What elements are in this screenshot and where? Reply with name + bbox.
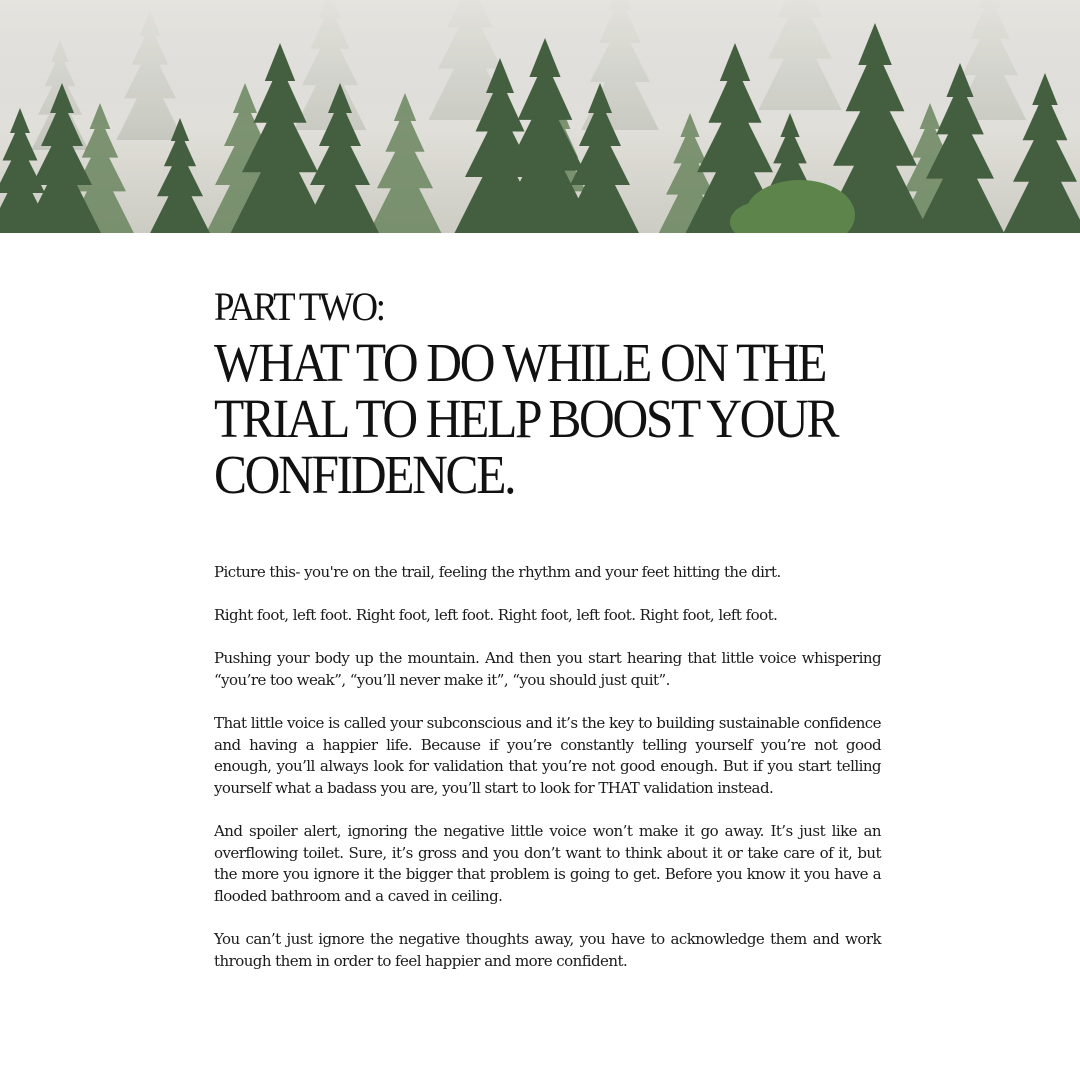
section-title: WHAT TO DO WHILE ON THE TRIAL TO HELP BOOST YOUR CONFIDENCE. — [214, 332, 838, 505]
body-text — [214, 562, 881, 994]
paragraph: Right foot, left foot. Right foot, left foot. Right foot, left foot. Right foot, left foot. — [214, 606, 778, 625]
paragraph: You can’t just ignore the negative thoughts away, you have to acknowledge them and work through them in order to feel happier and more confident. — [214, 930, 881, 970]
part-label: PART TWO: — [214, 284, 384, 329]
paragraph: Picture this- you're on the trail, feeling the rhythm and your feet hitting the dirt. — [214, 563, 781, 581]
paragraph: And spoiler alert, ignoring the negative little voice won’t make it go away. It’s just like an overflowing toilet. Sure, it’s gross and you don’t want to think about it or take care of it, but the more you ignore it the bigger that problem is going to get. Before you know it you have a flooded bathroom and a caved in ceiling. — [214, 822, 881, 905]
misty-forest-illustration — [0, 0, 1080, 233]
forest-banner-image — [0, 0, 1080, 233]
section-heading — [214, 283, 894, 503]
paragraph: That little voice is called your subconscious and it’s the key to building sustainable confidence and having a happier life. Because if you’re constantly telling yourself you’re not good enough, you’ll always look for validation that you’re not good enough. But if you start telling yourself what a badass you are, you’ll start to look for THAT validation instead. — [214, 714, 881, 797]
paragraph: Pushing your body up the mountain. And then you start hearing that little voice whispering “you’re too weak”, “you’ll never make it”, “you should just quit”. — [214, 649, 881, 689]
